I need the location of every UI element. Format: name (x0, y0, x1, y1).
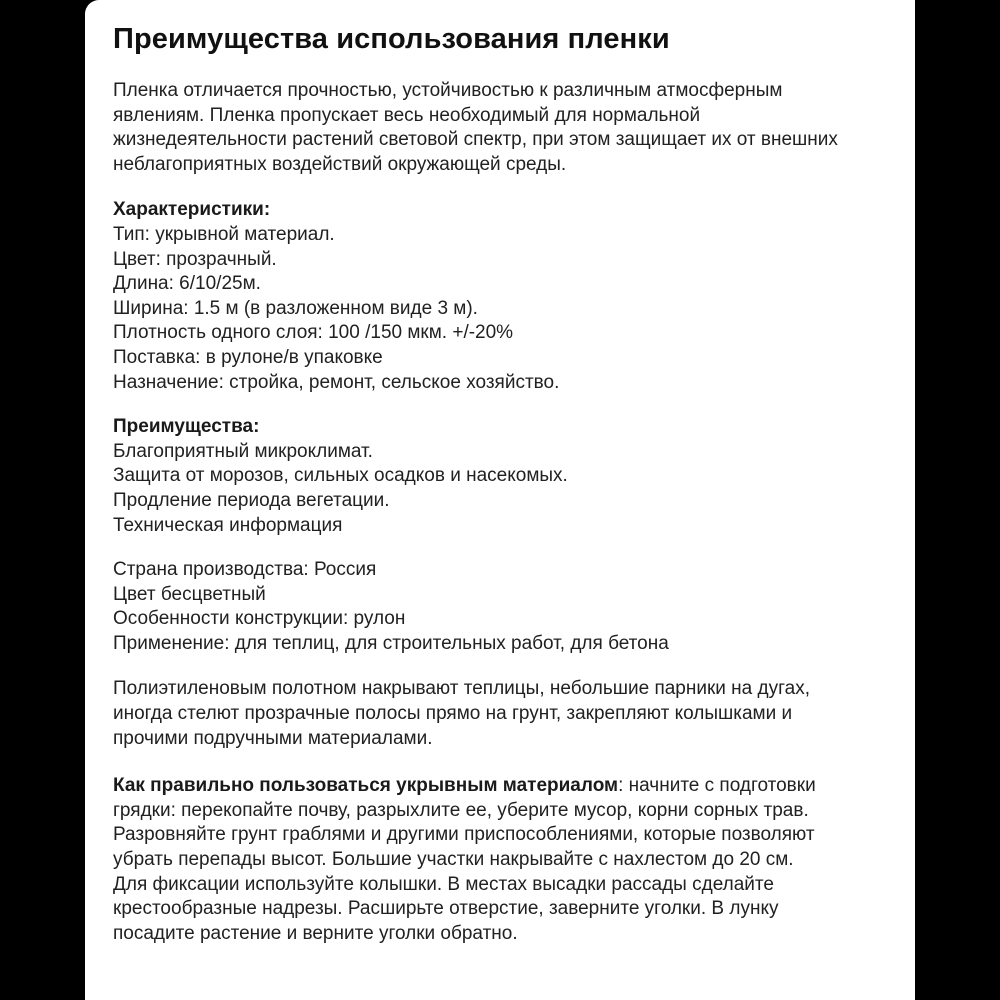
text-line: Применение: для теплиц, для строительных работ, для бетона (113, 632, 669, 654)
text-line: убрать перепады высот. Большие участки накрывайте с нахлестом до 20 см. (113, 849, 794, 871)
howto-lines (113, 799, 889, 947)
text-line: посадите растение и верните уголки обратно. (113, 922, 518, 944)
text-line: Цвет бесцветный (113, 583, 266, 605)
application-paragraph (113, 677, 889, 751)
product-description-panel (85, 0, 915, 1000)
text-line: Страна производства: Россия (113, 559, 377, 581)
text-line: Техническая информация (113, 514, 343, 536)
text-line: Назначение: стройка, ремонт, сельское хозяйство. (113, 371, 560, 393)
text-line: явлениям. Пленка пропускает весь необходимый для нормальной (113, 104, 701, 126)
text-line: грядки: перекопайте почву, разрыхлите ее, уберите мусор, корни сорных трав. (113, 799, 809, 821)
howto-bold-lead: Как правильно пользоваться укрывным материалом (113, 775, 619, 797)
text-line: Разровняйте грунт граблями и другими приспособлениями, которые позволяют (113, 824, 815, 846)
text-line: Тип: укрывной материал. (113, 223, 335, 245)
text-line: Продление периода вегетации. (113, 489, 390, 511)
text-line: Для фиксации используйте колышки. В местах высадки рассады сделайте (113, 873, 774, 895)
text-line: крестообразные надрезы. Расширьте отверстие, заверните уголки. В лунку (113, 898, 779, 920)
howto-first-line (113, 774, 889, 799)
text-line: Полиэтиленовым полотном накрывают теплицы, небольшие парники на дугах, (113, 678, 810, 700)
intro-paragraph (113, 79, 889, 177)
characteristics-section (113, 198, 889, 395)
text-line: Благоприятный микроклимат. (113, 440, 373, 462)
text-line: иногда стелют прозрачные полосы прямо на грунт, закрепляют колышками и (113, 703, 793, 725)
text-line: Пленка отличается прочностью, устойчивостью к различным атмосферным (113, 80, 783, 101)
text-line: Особенности конструкции: рулон (113, 608, 406, 630)
right-margin-bar (915, 0, 1000, 1000)
left-margin-bar (0, 0, 85, 1000)
text-line: Защита от морозов, сильных осадков и насекомых. (113, 465, 568, 487)
text-line: Длина: 6/10/25м. (113, 273, 261, 295)
characteristics-list (113, 223, 889, 395)
text-line: Ширина: 1.5 м (в разложенном виде 3 м). (113, 297, 478, 319)
howto-lead-rest: : начните с подготовки (618, 775, 816, 797)
page-title: Преимущества использования пленки (113, 23, 670, 55)
text-line: жизнедеятельности растений световой спектр, при этом защищает их от внешних (113, 129, 838, 151)
text-line: Цвет: прозрачный. (113, 248, 277, 270)
advantages-section (113, 415, 889, 538)
details-section (113, 558, 889, 656)
characteristics-heading: Характеристики: (113, 199, 271, 221)
text-line: Поставка: в рулоне/в упаковке (113, 346, 383, 368)
text-line: прочими подручными материалами. (113, 727, 433, 749)
text-line: Плотность одного слоя: 100 /150 мкм. +/-20% (113, 322, 514, 344)
advantages-list (113, 440, 889, 538)
howto-paragraph (113, 774, 889, 946)
advantages-heading: Преимущества: (113, 416, 260, 438)
text-line: неблагоприятных воздействий окружающей среды. (113, 153, 567, 175)
